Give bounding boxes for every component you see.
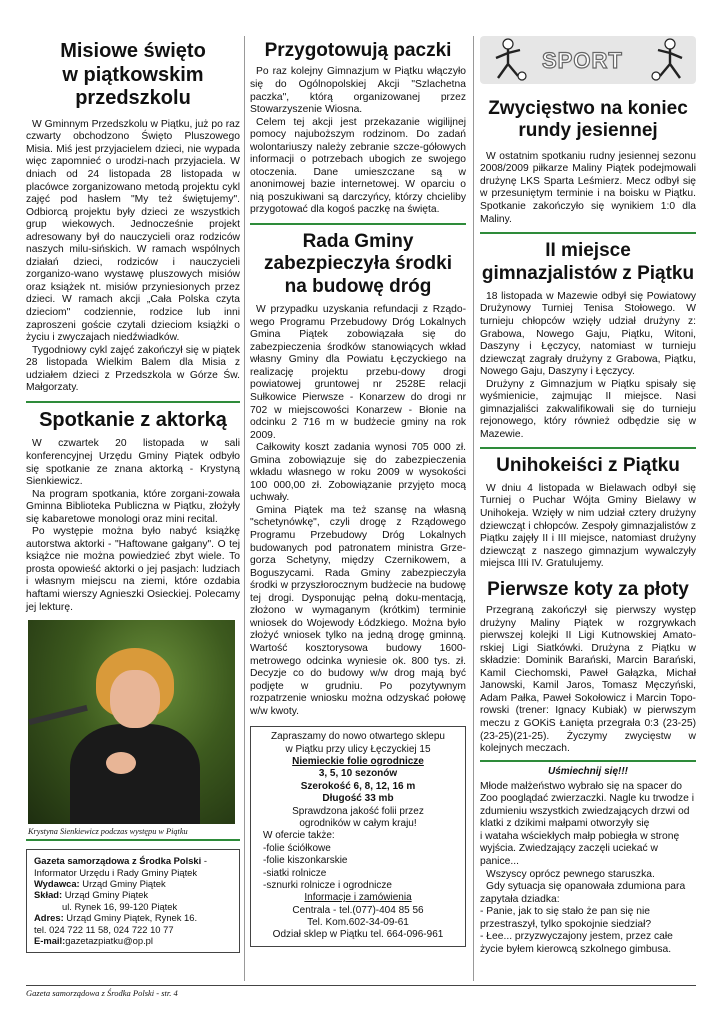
ad-line: Długość 33 mb [322, 793, 394, 805]
info-line [34, 889, 232, 900]
advertisement-box [250, 726, 466, 947]
publisher-info-box [26, 849, 240, 953]
article-title-zwyciestwo: Zwycięstwo na koniec rundy jesiennej [488, 98, 688, 142]
paragraph: W czwartek 20 listopada w sali konferencyjnej Urzędu Gminy Piątek odbyło się spotkanie ze znana aktorką - Krystyną Sienkiewicz. [26, 438, 240, 488]
divider [480, 760, 696, 762]
paragraph: W Gminnym Przedszkolu w Piątku, już po raz czwarty obchodzono Święto Pluszowego Misia. Miś jest przyjacielem dzieci, nie wypada więc zapomnieć o urodzi-nach przyjaciela. W dniach od 24 listopada 28 listopada w placówce zorganizowano metodą projektu cykl zajęć pod hasłem "My też świętujemy". Odbiorcą projektu były dzieci ze wszystkich grup wiekowych. Jednocześnie projekt adresowany był do nauczycieli oraz rodziców naszych milu-sińskich. W ramach wspólnych działań dzieci, rodziców i nauczycieli zorganizo-wano wystawę pluszowych misiów oraz książek nt. misiów przyniesionych przez dzieci. W ramach akcji „Cała Polska czyta dzieciom" codziennie, rodzice lub inni zaproszeni goście czytali dzieciom książki o życiu i zwyczajach niedźwiadków. [26, 118, 240, 344]
info-value: Urząd Gminy Piątek, Rynek 16. [63, 912, 198, 924]
column-divider-2 [473, 36, 474, 981]
info-line: ul. Rynek 16, 99-120 Piątek [62, 900, 178, 912]
article-title-ii-miejsce: II miejsce gimnazjalistów z Piątku [481, 240, 695, 284]
column-2 [250, 36, 466, 947]
ad-line: 3, 5, 10 sezonów [318, 768, 398, 780]
info-value: Urząd Gminy Piątek [79, 878, 166, 889]
divider [250, 223, 466, 225]
paragraph: - Panie, jak to się stało że pan się nie przestraszył, tylko spokojnie siedział? [480, 906, 652, 930]
article-title-rada-gminy: Rada Gminy zabezpieczyła środki na budowę dróg [264, 230, 452, 297]
paragraph: Po występie można było nabyć książkę autorstwa aktorki - "Haftowane gałgany". O tej książce nie można powiedzieć zbyt wiele. To prosta opowieść aktorki o jej pasjach: ludziach i własnym miejscu na ziemi, które ozdabia haftami wierszy Agnieszki Osieckiej. Polecamy jej lekturę. [26, 526, 240, 613]
column-divider-1 [244, 36, 245, 981]
info-publication-name: Gazeta samorządowa z Środka Polski [34, 855, 202, 867]
article-title-misiowe: Misiowe święto w piątkowskim przedszkolu [60, 40, 206, 110]
info-label: E-mail: [34, 935, 66, 947]
info-line [34, 855, 232, 878]
divider [26, 839, 240, 841]
column-1 [26, 36, 240, 953]
article-title-spotkanie: Spotkanie z aktorką [39, 408, 227, 431]
article-title-paczki: Przygotowują paczki [264, 40, 452, 61]
ad-offer-item: -folie ściółkowe [263, 842, 331, 854]
info-value: Urząd Gminy Piątek [62, 889, 149, 901]
ad-offer-item: -folie kiszonkarskie [263, 855, 348, 867]
photo-face [110, 670, 160, 728]
football-player-icon [488, 38, 528, 82]
article-body-paczki [250, 66, 466, 217]
paragraph: - Łee... przyzwyczajony jestem, przez całe życie byłem kierowcą szkolnego gimbusa. [480, 931, 673, 955]
article-body-pierwsze-koty [480, 605, 696, 756]
info-line [34, 935, 232, 946]
ad-line: Sprawdzona jakość folii przez [292, 805, 424, 817]
paragraph: Celem tej akcji jest przekazanie wigilijnej pomocy najuboższym rodzinom. Do zadań wolontariuszy należy zebranie szcze-gółowych informacji o potrzebach ubogich ze swojego otoczenia. Dane umieszczane są w anonimowej bazie internetowej. W oparciu o nią poszukiwani są darczyńcy, którzy chcieliby przygotować dla kogoś paczkę na święta. [250, 116, 466, 216]
paragraph: Całkowity koszt zadania wynosi 705 000 zł. Gmina zobowiązuje się do zabezpieczenia wkładu własnego w roku 2009 w wysokości 100 000,00 zł. Zobowiązanie przyjęto mocą uchwały. [250, 442, 466, 504]
article-title-unihokeisci: Unihokeiści z Piątku [496, 455, 680, 477]
joke-title: Uśmiechnij się!!! [547, 765, 629, 777]
paragraph: i wataha wściekłych małp pobiegła w stronę wyjścia. Zwiedzający zaczęli uciekać w panice... [480, 830, 680, 867]
article-body-zwyciestwo [480, 151, 696, 226]
paragraph: Na program spotkania, które zorgani-zowała Gminna Biblioteka Publiczna w Piątku, złożyły się kabaretowe monologi oraz mini recital. [26, 488, 240, 525]
article-body-ii-miejsce [480, 291, 696, 442]
ad-line: W ofercie także: [263, 830, 335, 842]
actress-photo [28, 620, 235, 824]
paragraph: Drużyny z Gimnazjum w Piątku spisały się wyśmienicie, zajmując II miejsce. Nasi gimnazjaliści zakwalifikowali się do turnieju rejonowego, który również odbędzie się w Mazewie. [480, 378, 696, 440]
ad-line: Tel. Kom.602-34-09-61 [307, 917, 409, 929]
ad-offer-list [257, 830, 459, 892]
info-label: Wydawca: [34, 878, 80, 889]
divider [480, 447, 696, 449]
sport-section-banner [480, 36, 696, 84]
ad-line: Centrala - tel.(077)-404 85 56 [292, 904, 424, 916]
ad-contact-heading: Informacje i zamówienia [304, 892, 412, 904]
paragraph: W ostatnim spotkaniu rudny jesiennej sezonu 2008/2009 piłkarze Maliny Piątek podejmowali drużynę LKS Sparta Leśmierz. Mecz odbył się w przesuniętym terminie i na boisku w Piątku. Spotkanie zakończyło się wynikiem 1:0 dla Maliny. [480, 150, 696, 225]
football-player-icon [650, 38, 690, 82]
article-body-unihokeisci [480, 483, 696, 571]
photo-hand [106, 752, 136, 774]
column-3 [480, 36, 696, 956]
paragraph: Młode małżeństwo wybrało się na spacer do Zoo pooglądać zwierzaczki. Nagle ku trwodze i zdumieniu wszystkich zwiedzających drzwi od klatki z dzikimi małpami otworzyły się [480, 780, 695, 830]
info-label: Adres: [34, 912, 64, 924]
divider [480, 232, 696, 234]
paragraph: Tygodniowy cykl zajęć zakończył się w piątek 28 listopada Wielkim Balem dla Misia z udziałem dzieci z Przedszkola w Górze Św. Małgorzaty. [26, 344, 240, 394]
article-body-spotkanie [26, 438, 240, 614]
paragraph: Po raz kolejny Gimnazjum w Piątku włączyło się do Ogólnopolskiej Akcji "Szlachetna paczka", którą organizowanej przez Stowarzyszenie Wiosna. [250, 66, 466, 116]
paragraph: Wszyscy oprócz pewnego staruszka. [486, 868, 655, 880]
sport-label: SPORT [542, 48, 623, 73]
info-line [34, 912, 232, 923]
page-footer: Gazeta samorządowa z Środka Polski - str. 4 [26, 985, 696, 998]
info-line: tel. 024 722 11 58, 024 722 10 77 [34, 923, 174, 935]
ad-line [257, 756, 459, 768]
ad-line: Odział sklep w Piątku tel. 664-096-961 [272, 929, 444, 941]
joke-body [480, 781, 696, 957]
article-title-pierwsze-koty: Pierwsze koty za płoty [487, 578, 689, 600]
photo-caption: Krystyna Sienkiewicz podczas występu w Piątku [28, 827, 188, 837]
paragraph: Gdy sytuacja się opanowała zdumiona para zapytała dziadka: [480, 881, 686, 905]
ad-line: Zapraszamy do nowo otwartego sklepu [271, 731, 445, 743]
ad-offer-item: -siatki rolnicze [263, 867, 327, 879]
ad-headline: Niemieckie folie ogrodnicze [292, 756, 424, 768]
ad-line: w Piątku przy ulicy Łęczyckiej 15 [285, 743, 431, 755]
paragraph: W dniu 4 listopada w Bielawach odbył się Turniej o Puchar Wójta Gminy Bielawy w Unihokeja. Wzięły w nim udział cztery drużyny dziewcząt i chłopców. Zespoły gimnazjalistów z Piątku zajęły II i III miejsce, natomiast drużyny dziewcząt z naszego gimnazjum wywalczyły miejsca IIIi IV. Gratulujemy. [480, 482, 696, 570]
info-subtitle: - Informator Urzędu i Rady Gminy Piątek [34, 855, 207, 878]
info-label: Skład: [34, 889, 63, 901]
paragraph: 18 listopada w Mazewie odbył się Powiatowy Drużynowy Turniej Tenisa Stołowego. W turnieju chłopców wzięły udział drużyny z: Grabowa, Nowego Gaju, Piątku, Witoni, Daszyny i Łęczycy, natomiast w turnieju dziewcząt zagrały drużyny z Grabowa, Piątku, Nowego Gaju, Daszyny i Łęczycy. [480, 290, 696, 378]
paragraph: Gmina Piątek ma też szansę na własną "schetynówkę", czyli drogę z Rządowego Programu Przebudowy Dróg Lokalnych budowanych pod patronatem ministra Grze-gorza Schetyny, między Czernikowem, a Boguszycami. Rada Gminy zabezpieczyła środki w przyszłorocznym budżecie na budowę tej drogi. Dysponując pełną doku-mentacją, złożono w wymaganym (krótkim) terminie wniosek do Wojewody Łódzkiego. Można było złożyć wniosek tylko na jedną drogę gminną. Wartość kosztorysowa budowy 1600-metrowego odcinka wyniesie ok. 800 tys. zł. Decyzje co do budowy w/w drog mają być podjęte w grudniu. Po pozytywnym rozpatrzenie wniosku można odzyskać połowę w/w kwoty. [250, 504, 466, 717]
photo-microphone [28, 705, 88, 725]
article-body-rada-gminy [250, 304, 466, 718]
photo-body [70, 724, 200, 824]
article-body-misiowe [26, 119, 240, 395]
paragraph: W przypadku uzyskania refundacji z Rządo-wego Programu Przebudowy Dróg Lokalnych Gmina Piątek zobowiązała się do zabezpieczenia środków stanowiących wkład własny Gminy dla Powiatu Łęczyckiego na realizację projektu przebu-dowy drogi powiatowej gruntowej nr 2528E relacji Sułkowice Pierwsze - Konarzew do drogi nr 702 w miejscowości Konarzew - Błonie na odcinku 2 716 m w budżecie gminy na rok 2009. [250, 304, 466, 441]
ad-line: Szerokość 6, 8, 12, 16 m [300, 780, 416, 792]
ad-offer-item: -sznurki rolnicze i ogrodnicze [263, 879, 392, 891]
paragraph: Przegraną zakończył się pierwszy występ drużyny Maliny Piątek w rozgrywkach pierwszej kolejki II Ligi Kutnowskiej Amato-rskiej Ligi Siatkówki. Drużyna z Piątku w składzie: Dominik Barański, Marcin Barański, Kamil Ciechomski, Paweł Gałązka, Michał Janowski, Kamil Jaros, Tomasz Męczyński, Adam Pałka, Paweł Sokołowicz i Marcin Topo-rowski (trener: Ignacy Kubiak) w pierwszym meczu z GOKiS Łanięta przegrała 0:3 (23-25)(23-25)(21-25). Życzymy zwycięstw w kolejnych meczach. [480, 605, 696, 755]
ad-line [257, 892, 459, 904]
divider [26, 401, 240, 403]
info-line [34, 878, 232, 889]
info-email: gazetazpiatku@op.pl [65, 935, 153, 947]
ad-line: ogrodników w całym kraju! [299, 817, 417, 829]
